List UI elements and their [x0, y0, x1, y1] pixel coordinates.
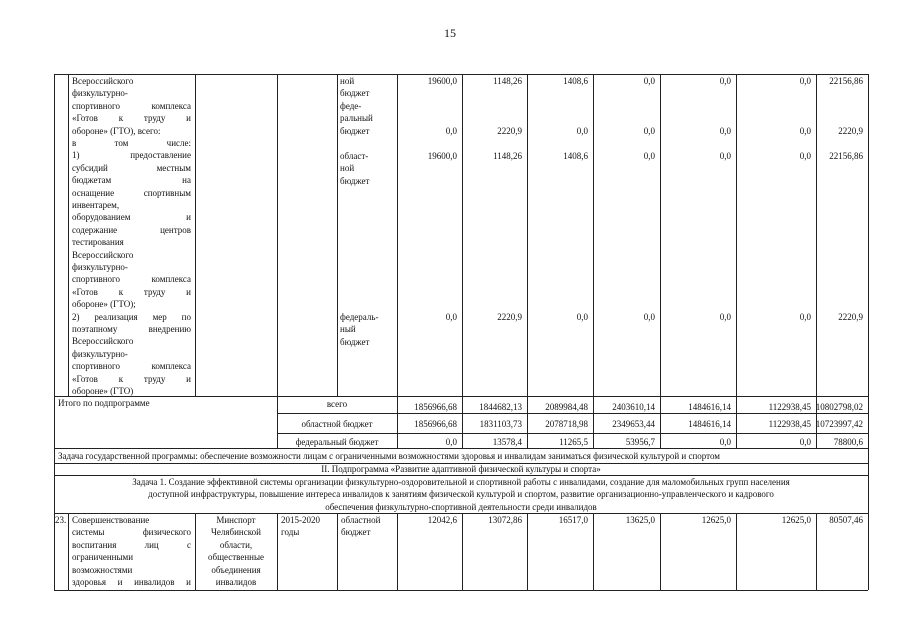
value-cell: 0,0: [719, 312, 731, 322]
totals-value: 2078718,98: [545, 419, 588, 429]
activity-description-line: бюджетам на: [72, 175, 191, 186]
value-cell: 13625,0: [625, 515, 655, 525]
activity-description-line: содержание центров: [72, 224, 191, 235]
activity-description-line: оснащение спортивным: [72, 187, 191, 198]
value-cell: 2220,9: [497, 126, 522, 136]
funding-source: областной: [341, 515, 381, 525]
totals-value: 1856966,68: [414, 419, 457, 429]
table-rule: [868, 448, 869, 513]
table-rule: [868, 396, 869, 448]
value-cell: 1148,26: [493, 76, 522, 86]
page-number: 15: [444, 26, 456, 40]
value-cell: 0,0: [799, 76, 811, 86]
totals-value: 0,0: [719, 437, 731, 447]
table-rule: [868, 74, 869, 396]
totals-value: 1122938,45: [768, 419, 811, 429]
activity-description-line: физкультурно-: [72, 88, 128, 99]
table-rule: [277, 74, 278, 396]
table-rule: [68, 513, 69, 590]
task-line: обеспечения физкультурно-спортивной деятельности среди инвалидов: [325, 501, 597, 512]
totals-value: 2349653,44: [612, 419, 655, 429]
program-task: Задача государственной программы: обеспечение возможности лицам с ограниченными возможностями здоровья и инвалидам заниматься физической культурой и спортом: [58, 451, 720, 461]
value-cell: 19600,0: [427, 76, 457, 86]
totals-label: Итого по подпрограмме: [58, 398, 150, 408]
activity-description-line: здоровья и инвалидов и: [72, 577, 191, 587]
totals-value: 10723997,42: [815, 419, 863, 429]
activity-description-line: физкультурно-: [72, 348, 128, 359]
value-cell: 13072,86: [488, 515, 522, 525]
activity-description-line: «Готов к труду и: [72, 113, 191, 124]
executor-line: общественные: [207, 552, 265, 563]
value-cell: 0,0: [719, 126, 731, 136]
activity-description-line: 2) реализация мер по: [72, 311, 191, 322]
activity-description-line: физкультурно-: [72, 262, 128, 272]
value-cell: 19600,0: [427, 151, 457, 161]
table-rule: [337, 74, 338, 396]
table-rule: [397, 74, 398, 396]
funding-source: област- ной бюджет: [340, 151, 370, 186]
table-rule: [68, 74, 69, 396]
value-cell: 0,0: [445, 126, 457, 136]
table-rule: [462, 74, 463, 396]
totals-value: 2403610,14: [612, 402, 655, 412]
table-rule: [736, 396, 737, 448]
task-line: доступной инфраструктуры, повышение интереса инвалидов к занятиям физической культурой и спортом, развитие организационно-управленческого и кадрового: [148, 489, 774, 500]
value-cell: 0,0: [719, 151, 731, 161]
period-line: годы: [281, 527, 300, 538]
value-cell: 80507,46: [829, 515, 863, 525]
activity-description-line: оборудованием и: [72, 212, 191, 223]
value-cell: 22156,86: [829, 76, 863, 86]
totals-value: 0,0: [445, 437, 457, 447]
table-rule: [816, 74, 817, 396]
activity-description-line: Всероссийского: [72, 249, 134, 260]
executor-line: объединения: [211, 564, 261, 575]
table-bottom-rule: [54, 590, 868, 591]
value-cell: 0,0: [643, 126, 655, 136]
value-cell: 0,0: [799, 151, 811, 161]
totals-value: 53956,7: [625, 437, 655, 447]
value-cell: 0,0: [643, 151, 655, 161]
funding-source: феде- ральный бюджет: [340, 101, 373, 136]
value-cell: 0,0: [799, 126, 811, 136]
totals-value: 1484616,14: [688, 419, 731, 429]
activity-description-line: тестирования: [72, 237, 124, 248]
table-rule: [54, 396, 55, 448]
executor-line: Минспорт: [216, 515, 256, 525]
activity-description-line: системы физического: [72, 527, 191, 538]
row-rule: [277, 433, 868, 434]
value-cell: 2220,9: [497, 312, 522, 322]
table-rule: [277, 396, 278, 448]
activity-description-line: обороне» (ГТО), всего:: [72, 125, 161, 136]
totals-value: 0,0: [799, 437, 811, 447]
value-cell: 0,0: [643, 76, 655, 86]
table-rule: [54, 74, 55, 396]
period-line: 2015-2020: [281, 515, 320, 525]
totals-value: 1831103,73: [479, 419, 522, 429]
executor-line: Челябинской: [211, 527, 261, 538]
activity-description-line: спортивного комплекса: [72, 100, 191, 111]
totals-value: 78800,6: [833, 437, 863, 447]
value-cell: 16517,0: [558, 515, 588, 525]
table-rule: [736, 74, 737, 396]
subprogram-title: II. Подпрограмма «Развитие адаптивной физической культуры и спорта»: [321, 464, 601, 474]
funding-source: федераль- ный бюджет: [340, 312, 379, 347]
totals-source: областной бюджет: [301, 419, 373, 429]
totals-value: 1856966,68: [414, 402, 457, 412]
activity-description-line: ограниченными: [72, 552, 134, 563]
table-rule: [277, 513, 278, 590]
value-cell: 1148,26: [493, 151, 522, 161]
totals-value: 1122938,45: [768, 402, 811, 412]
activity-description-line: в том числе:: [72, 138, 191, 148]
activity-description-line: обороне» (ГТО);: [72, 299, 136, 310]
table-rule: [527, 74, 528, 396]
totals-value: 1484616,14: [688, 402, 731, 412]
activity-description-line: обороне» (ГТО): [72, 386, 134, 396]
value-cell: 0,0: [445, 312, 457, 322]
value-cell: 1408,6: [563, 76, 588, 86]
value-cell: 0,0: [576, 126, 588, 136]
table-rule: [660, 74, 661, 396]
executor-line: инвалидов: [215, 577, 257, 587]
activity-description-line: поэтапному внедрению: [72, 324, 191, 334]
activity-description-line: спортивного комплекса: [72, 274, 191, 285]
funding-source: ной бюджет: [340, 76, 370, 99]
value-cell: 2220,9: [838, 126, 863, 136]
totals-source: всего: [326, 399, 348, 409]
value-cell: 12625,0: [781, 515, 811, 525]
activity-description-line: Совершенствование: [72, 515, 150, 525]
activity-description-line: 1) предоставление: [72, 150, 191, 161]
activity-description-line: воспитания лиц с: [72, 539, 191, 550]
totals-value: 13578,4: [492, 437, 522, 447]
value-cell: 2220,9: [838, 312, 863, 322]
activity-description-line: субсидий местным: [72, 162, 191, 173]
funding-source: бюджет: [341, 527, 371, 538]
value-cell: 0,0: [719, 76, 731, 86]
table-rule: [337, 513, 338, 590]
executor-line: области,: [219, 539, 253, 550]
value-cell: 22156,86: [829, 151, 863, 161]
activity-description-line: Всероссийского: [72, 336, 134, 347]
activity-description-line: инвентарем,: [72, 200, 120, 210]
totals-value: 1844682,13: [479, 402, 522, 412]
activity-description-line: спортивного комплекса: [72, 361, 191, 372]
activity-description-line: возможностями: [72, 564, 133, 575]
table-rule: [195, 74, 196, 396]
totals-value: 2089984,48: [545, 402, 588, 412]
table-rule: [868, 513, 869, 590]
totals-value: 10802798,02: [815, 402, 863, 412]
task-line: Задача 1. Создание эффективной системы организации физкультурно-оздоровительной и спортивной работы с инвалидами, создание для маломобильных групп населения: [132, 477, 790, 487]
table-rule: [736, 513, 737, 590]
value-cell: 0,0: [643, 312, 655, 322]
totals-value: 11265,5: [559, 437, 588, 447]
value-cell: 0,0: [576, 312, 588, 322]
table-rule: [593, 74, 594, 396]
activity-description-line: «Готов к труду и: [72, 286, 191, 297]
activity-description-line: «Готов к труду и: [72, 373, 191, 384]
value-cell: 12625,0: [701, 515, 731, 525]
value-cell: 0,0: [799, 312, 811, 322]
activity-description-line: Всероссийского: [72, 76, 134, 86]
value-cell: 12042,6: [427, 515, 457, 525]
row-number: 23.: [55, 515, 67, 525]
value-cell: 1408,6: [563, 151, 588, 161]
totals-source: федеральный бюджет: [295, 437, 379, 447]
